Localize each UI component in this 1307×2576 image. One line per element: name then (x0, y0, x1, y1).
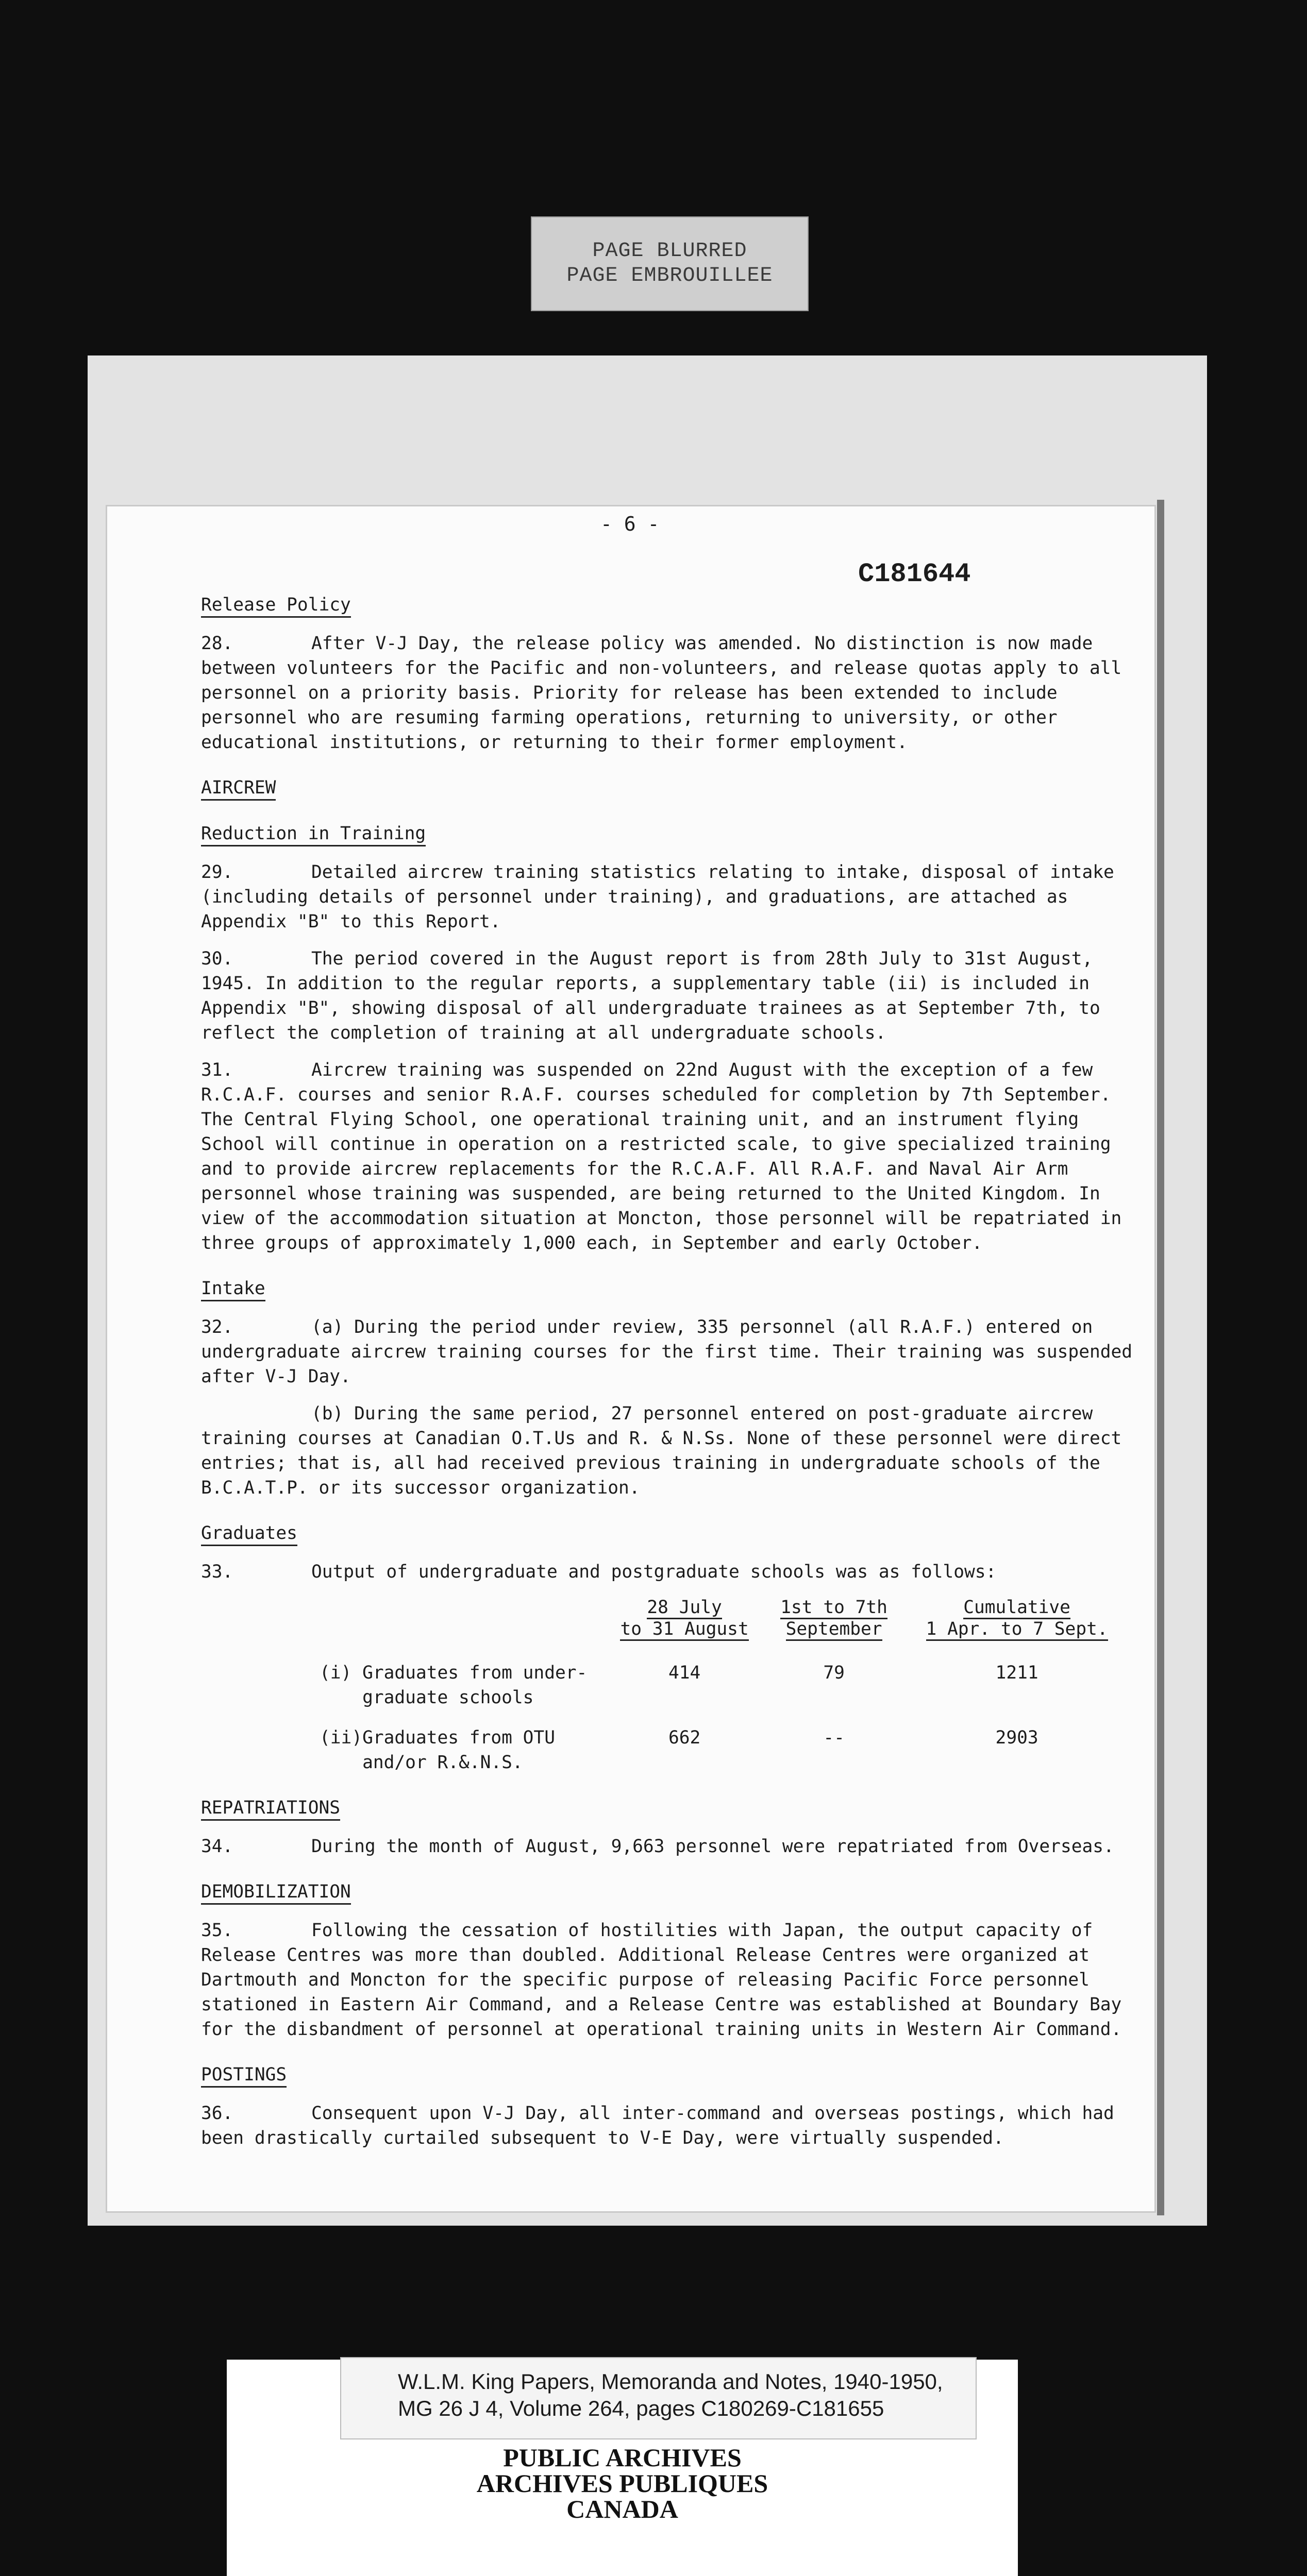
paragraph-text: Consequent upon V-J Day, all inter-command and overseas postings, which had been drastically curtailed subsequent to V-E Day, were virtually suspended. (201, 2103, 1114, 2148)
heading-demobilization: DEMOBILIZATION (201, 1880, 351, 1905)
paragraph-text: Aircrew training was suspended on 22nd August with the exception of a few R.C.A.F. courses and senior R.A.F. courses scheduled for completion by 7th September. The Central Flying School, one operational training unit, and an instrument flying School will continue in operation on a restricted scale, to give specialized training and to provide aircrew replacements for the R.C.A.F. All R.A.F. and Naval Air Arm personnel whose training was suspended, are being returned to the United Kingdom. In view of the accommodation situation at Moncton, those personnel will be repatriated in three groups of approximately 1,000 each, in September and early October. (201, 1060, 1122, 1253)
table-cell: 79 (823, 1663, 845, 1683)
column-header: Cumulative 1 Apr. to 7 Sept. (909, 1597, 1125, 1640)
paragraph-29 (201, 860, 1134, 934)
document-body (201, 592, 1134, 2163)
heading-intake: Intake (201, 1277, 265, 1301)
subparagraph-label-b: (b) (311, 1403, 344, 1424)
public-archives-label (227, 2445, 1018, 2522)
paragraph-31 (201, 1058, 1134, 1256)
document-page (106, 505, 1156, 2213)
table-cell: 414 (668, 1663, 701, 1683)
heading-graduates: Graduates (201, 1522, 297, 1546)
table-cell: 1211 (995, 1663, 1038, 1683)
paragraph-text: After V-J Day, the release policy was amended. No distinction is now made between volunteers for the Pacific and non-volunteers, and release quotas apply to all personnel on a priority basis. Priority for release has been extended to include personnel who are resuming farming operations, returning to university, or other educational institutions, or returning to their former employment. (201, 633, 1122, 753)
paragraph-number: 28. (201, 633, 233, 654)
table-cell: 2903 (995, 1727, 1038, 1748)
paragraph-34 (201, 1834, 1134, 1859)
paragraph-text: Following the cessation of hostilities with Japan, the output capacity of Release Centres was more than doubled. Additional Release Centres were organized at Dartmouth and Moncton for the specific purpose of releasing Pacific Force personnel stationed in Eastern Air Command, and a Release Centre was established at Boundary Bay for the disbandment of personnel at operational training units in Western Air Command. (201, 1920, 1122, 2040)
paragraph-28 (201, 631, 1134, 755)
heading-repatriations: REPATRIATIONS (201, 1797, 340, 1821)
paragraph-text: The period covered in the August report is from 28th July to 31st August, 1945. In addition to the regular reports, a supplementary table (ii) is included in Appendix "B", showing disposal of all undergraduate trainees as at September 7th, to reflect the completion of training at all undergraduate schools. (201, 948, 1100, 1043)
document-edge-shadow (1157, 500, 1164, 2215)
paragraph-32b (201, 1401, 1134, 1500)
paragraph-number: 31. (201, 1060, 233, 1080)
collection-caption (340, 2357, 977, 2439)
paragraph-text: During the period under review, 335 personnel (all R.A.F.) entered on undergraduate aircrew training courses for the first time. Their training was suspended after V-J Day. (201, 1317, 1133, 1387)
subparagraph-label-a: (a) (311, 1317, 344, 1337)
paragraph-30 (201, 946, 1134, 1045)
paragraph-35 (201, 1918, 1134, 2042)
caption-line-2: MG 26 J 4, Volume 264, pages C180269-C181655 (398, 2396, 884, 2420)
paragraph-number: 33. (201, 1562, 233, 1582)
paragraph-text: Detailed aircrew training statistics relating to intake, disposal of intake (including details of personnel under training), and graduations, are attached as Appendix "B" to this Report. (201, 862, 1114, 932)
heading-aircrew: AIRCREW (201, 776, 276, 801)
row-number: (ii) (320, 1727, 363, 1748)
heading-postings: POSTINGS (201, 2063, 287, 2088)
table-row (201, 1660, 1125, 1710)
page-number: - 6 - (600, 513, 660, 535)
table-header-row (201, 1597, 1125, 1640)
paragraph-text: During the month of August, 9,663 personnel were repatriated from Overseas. (311, 1836, 1114, 1857)
paragraph-text: During the same period, 27 personnel entered on post-graduate aircrew training courses at Canadian O.T.Us and R. & N.Ss. None of these personnel were direct entries; that is, all had received previous training in undergraduate schools of the B.C.A.T.P. or its successor organization. (201, 1403, 1122, 1498)
table-row (201, 1725, 1125, 1775)
caption-line-1: W.L.M. King Papers, Memoranda and Notes, 1940-1950, (398, 2369, 943, 2394)
graduates-table (201, 1597, 1125, 1775)
column-header: 28 July to 31 August (610, 1597, 759, 1640)
paragraph-number: 35. (201, 1920, 233, 1941)
archives-line-2: ARCHIVES PUBLIQUES (476, 2469, 768, 2498)
paragraph-number: 34. (201, 1836, 233, 1857)
row-number: (i) (320, 1663, 352, 1683)
column-header: 1st to 7th September (759, 1597, 909, 1640)
paragraph-text: Output of undergraduate and postgraduate schools was as follows: (311, 1562, 997, 1582)
row-label: Graduates from OTU and/or R.&.N.S. (362, 1727, 555, 1773)
heading-reduction-in-training: Reduction in Training (201, 822, 426, 846)
archives-line-3: CANADA (566, 2495, 678, 2523)
paragraph-36 (201, 2101, 1134, 2150)
paragraph-number: 29. (201, 862, 233, 883)
stamp-line-2: PAGE EMBROUILLEE (566, 264, 773, 287)
paragraph-number: 36. (201, 2103, 233, 2124)
paragraph-32a (201, 1315, 1134, 1389)
paragraph-number: 32. (201, 1317, 233, 1337)
table-cell: -- (823, 1727, 845, 1748)
row-label: Graduates from under- graduate schools (362, 1663, 588, 1708)
page-blurred-stamp (531, 216, 809, 311)
paragraph-number: 30. (201, 948, 233, 969)
stamp-line-1: PAGE BLURRED (592, 240, 747, 263)
paragraph-33 (201, 1560, 1134, 1584)
table-cell: 662 (668, 1727, 701, 1748)
heading-release-policy: Release Policy (201, 594, 351, 618)
document-number: C181644 (858, 559, 971, 589)
archives-line-1: PUBLIC ARCHIVES (503, 2443, 742, 2472)
